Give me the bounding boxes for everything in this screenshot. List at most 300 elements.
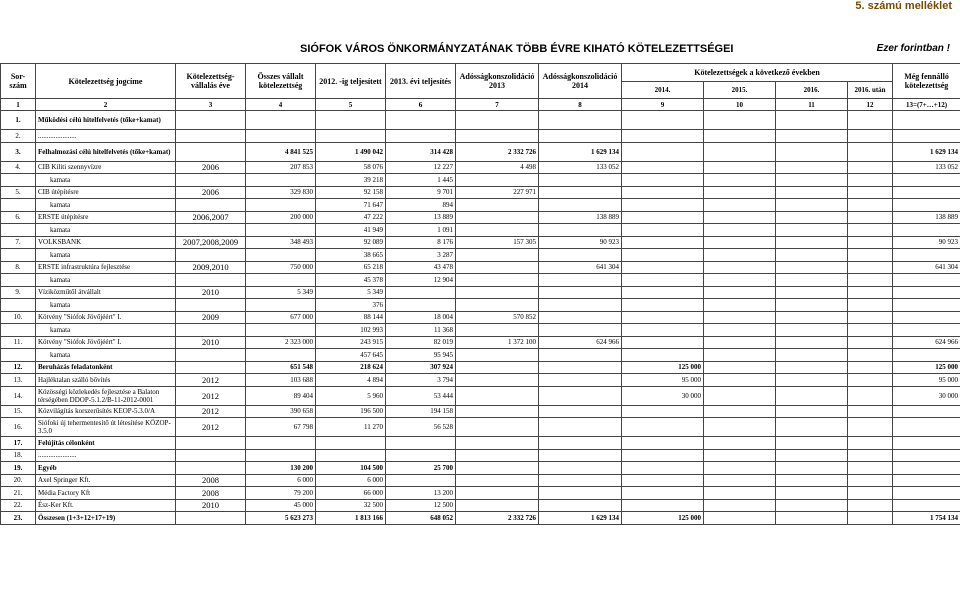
row-after-2016 (848, 418, 893, 437)
row-2013: 82 019 (386, 336, 456, 349)
row-year: 2006,2007 (176, 211, 246, 224)
table-body (1, 111, 960, 525)
row-after-2016 (848, 437, 893, 450)
row-paid: 243 915 (316, 336, 386, 349)
row-name: ERSTE infrastruktúra fejlesztése (36, 261, 176, 274)
row-paid: 32 500 (316, 499, 386, 512)
row-after-2016 (848, 261, 893, 274)
row-total (246, 349, 316, 362)
row-y2016 (776, 386, 848, 405)
row-y2016 (776, 142, 848, 161)
table-row (1, 274, 960, 287)
row-total: 329 830 (246, 186, 316, 199)
row-2013: 1 445 (386, 174, 456, 187)
row-adoss-2013 (456, 374, 539, 387)
row-adoss-2014 (539, 374, 622, 387)
row-2013 (386, 474, 456, 487)
row-adoss-2013 (456, 224, 539, 237)
row-paid: 376 (316, 299, 386, 312)
row-y2016 (776, 299, 848, 312)
row-total (246, 111, 316, 130)
row-2013 (386, 286, 456, 299)
row-after-2016 (848, 286, 893, 299)
row-y2014 (622, 311, 704, 324)
column-number-cell: 9 (622, 99, 704, 111)
row-adoss-2014 (539, 499, 622, 512)
row-year: 2008 (176, 487, 246, 500)
row-name: Kötvény "Siófok Jövőjéért" I. (36, 311, 176, 324)
row-remaining: 30 000 (893, 386, 960, 405)
row-paid: 1 490 042 (316, 142, 386, 161)
row-adoss-2014 (539, 418, 622, 437)
column-number-cell: 10 (704, 99, 776, 111)
row-total (246, 299, 316, 312)
row-total: 67 798 (246, 418, 316, 437)
row-number: 7. (1, 236, 36, 249)
row-number: 21. (1, 487, 36, 500)
row-number: 15. (1, 405, 36, 418)
row-total: 89 404 (246, 386, 316, 405)
row-y2015 (704, 437, 776, 450)
header-2014: 2014. (622, 82, 704, 99)
row-year: 2006 (176, 161, 246, 174)
row-name: ...................... (36, 130, 176, 143)
row-remaining (893, 311, 960, 324)
row-y2014 (622, 449, 704, 462)
row-after-2016 (848, 111, 893, 130)
row-after-2016 (848, 499, 893, 512)
row-year (176, 174, 246, 187)
row-adoss-2014: 641 304 (539, 261, 622, 274)
row-y2015 (704, 174, 776, 187)
row-number (1, 274, 36, 287)
row-2013: 95 945 (386, 349, 456, 362)
row-total: 103 688 (246, 374, 316, 387)
row-number: 10. (1, 311, 36, 324)
table-row (1, 111, 960, 130)
row-number: 19. (1, 462, 36, 475)
row-total (246, 437, 316, 450)
row-number: 1. (1, 111, 36, 130)
row-name: Kötvény "Siófok Jövőjéért" I. (36, 336, 176, 349)
row-y2015 (704, 386, 776, 405)
row-remaining: 624 966 (893, 336, 960, 349)
row-paid: 6 000 (316, 474, 386, 487)
row-adoss-2014 (539, 349, 622, 362)
row-adoss-2014 (539, 449, 622, 462)
row-year (176, 142, 246, 161)
row-year (176, 449, 246, 462)
row-y2016 (776, 474, 848, 487)
row-after-2016 (848, 374, 893, 387)
row-number (1, 324, 36, 337)
row-after-2016 (848, 142, 893, 161)
obligations-table (0, 63, 960, 525)
row-name: kamata (36, 199, 176, 212)
row-after-2016 (848, 386, 893, 405)
row-y2014 (622, 211, 704, 224)
row-2013: 12 227 (386, 161, 456, 174)
row-2013: 194 158 (386, 405, 456, 418)
row-y2016 (776, 405, 848, 418)
row-y2014 (622, 418, 704, 437)
row-2013: 3 287 (386, 249, 456, 262)
row-remaining (893, 405, 960, 418)
row-y2014 (622, 274, 704, 287)
table-row (1, 418, 960, 437)
row-total: 4 841 525 (246, 142, 316, 161)
row-remaining: 90 923 (893, 236, 960, 249)
row-y2016 (776, 311, 848, 324)
table-row (1, 224, 960, 237)
row-y2015 (704, 211, 776, 224)
row-after-2016 (848, 274, 893, 287)
row-total (246, 224, 316, 237)
column-number-cell: 3 (176, 99, 246, 111)
row-number: 17. (1, 437, 36, 450)
row-adoss-2014 (539, 405, 622, 418)
row-name: Egyéb (36, 462, 176, 475)
row-year (176, 361, 246, 374)
row-total (246, 174, 316, 187)
row-adoss-2013 (456, 199, 539, 212)
row-year (176, 349, 246, 362)
annex-label: 5. számú melléklet (855, 0, 952, 12)
header-meg: Még fennálló kötelezettség (893, 64, 960, 99)
header-adoss2013: Adósságkonszolidáció 2013 (456, 64, 539, 99)
row-adoss-2014 (539, 361, 622, 374)
row-paid: 218 624 (316, 361, 386, 374)
table-row (1, 299, 960, 312)
row-name: Beruházás feladatonként (36, 361, 176, 374)
row-remaining: 641 304 (893, 261, 960, 274)
row-y2014 (622, 249, 704, 262)
row-adoss-2013: 4 498 (456, 161, 539, 174)
row-remaining (893, 286, 960, 299)
table-row (1, 512, 960, 525)
column-number-cell: 12 (848, 99, 893, 111)
row-2013 (386, 437, 456, 450)
row-y2015 (704, 161, 776, 174)
row-after-2016 (848, 487, 893, 500)
row-after-2016 (848, 130, 893, 143)
row-paid: 457 645 (316, 349, 386, 362)
row-after-2016 (848, 474, 893, 487)
row-y2014 (622, 336, 704, 349)
row-total: 200 000 (246, 211, 316, 224)
row-year (176, 274, 246, 287)
table-row (1, 211, 960, 224)
row-remaining (893, 437, 960, 450)
row-paid: 71 647 (316, 199, 386, 212)
row-remaining (893, 487, 960, 500)
row-2013 (386, 130, 456, 143)
row-adoss-2014 (539, 386, 622, 405)
column-number-cell: 2 (36, 99, 176, 111)
row-name: kamata (36, 349, 176, 362)
row-y2015 (704, 336, 776, 349)
row-total (246, 449, 316, 462)
row-y2014: 125 000 (622, 512, 704, 525)
row-year (176, 111, 246, 130)
row-remaining (893, 474, 960, 487)
row-y2016 (776, 462, 848, 475)
header-adoss2014: Adósságkonszolidáció 2014 (539, 64, 622, 99)
table-row (1, 286, 960, 299)
row-y2015 (704, 512, 776, 525)
row-y2015 (704, 130, 776, 143)
row-total: 750 000 (246, 261, 316, 274)
row-name: Média Factory Kft (36, 487, 176, 500)
row-total: 45 000 (246, 499, 316, 512)
row-remaining: 1 629 134 (893, 142, 960, 161)
row-total: 651 548 (246, 361, 316, 374)
row-2013 (386, 111, 456, 130)
row-y2016 (776, 161, 848, 174)
row-adoss-2013 (456, 386, 539, 405)
row-name: ...................... (36, 449, 176, 462)
row-adoss-2013 (456, 261, 539, 274)
row-year: 2012 (176, 405, 246, 418)
row-number (1, 224, 36, 237)
row-remaining (893, 499, 960, 512)
row-adoss-2014 (539, 186, 622, 199)
table-row (1, 324, 960, 337)
row-adoss-2013 (456, 361, 539, 374)
row-y2014: 125 000 (622, 361, 704, 374)
row-year (176, 224, 246, 237)
row-remaining (893, 449, 960, 462)
row-paid: 66 000 (316, 487, 386, 500)
row-y2014 (622, 142, 704, 161)
table-row (1, 261, 960, 274)
row-after-2016 (848, 336, 893, 349)
row-y2016 (776, 499, 848, 512)
row-number: 16. (1, 418, 36, 437)
column-number-cell: 1 (1, 99, 36, 111)
column-number-cell: 4 (246, 99, 316, 111)
row-adoss-2013: 2 332 726 (456, 142, 539, 161)
row-remaining (893, 249, 960, 262)
row-y2016 (776, 199, 848, 212)
row-paid: 11 270 (316, 418, 386, 437)
row-adoss-2014 (539, 462, 622, 475)
row-year: 2010 (176, 286, 246, 299)
row-y2014 (622, 224, 704, 237)
row-remaining (893, 349, 960, 362)
row-total: 390 658 (246, 405, 316, 418)
row-adoss-2013: 2 332 726 (456, 512, 539, 525)
column-number-cell: 6 (386, 99, 456, 111)
row-name: kamata (36, 174, 176, 187)
row-paid: 5 960 (316, 386, 386, 405)
header-2016-utan: 2016. után (848, 82, 893, 99)
row-remaining (893, 174, 960, 187)
row-adoss-2014 (539, 249, 622, 262)
row-y2014 (622, 499, 704, 512)
row-remaining (893, 186, 960, 199)
row-y2014: 30 000 (622, 386, 704, 405)
row-after-2016 (848, 224, 893, 237)
row-name: VOLKSBANK (36, 236, 176, 249)
row-number: 22. (1, 499, 36, 512)
row-total: 348 493 (246, 236, 316, 249)
row-after-2016 (848, 249, 893, 262)
row-y2014 (622, 161, 704, 174)
header-jogcim: Kötelezettség jogcíme (36, 64, 176, 99)
row-adoss-2013 (456, 286, 539, 299)
table-row (1, 130, 960, 143)
row-name: CIB útépítésre (36, 186, 176, 199)
row-paid (316, 130, 386, 143)
row-2013: 314 428 (386, 142, 456, 161)
row-y2016 (776, 261, 848, 274)
row-name: Felújítás célonként (36, 437, 176, 450)
table-row (1, 349, 960, 362)
row-paid (316, 449, 386, 462)
row-remaining (893, 462, 960, 475)
header-ev2013: 2013. évi teljesítés (386, 64, 456, 99)
column-number-cell: 8 (539, 99, 622, 111)
row-name: kamata (36, 249, 176, 262)
table-row (1, 174, 960, 187)
row-y2015 (704, 474, 776, 487)
row-number: 11. (1, 336, 36, 349)
row-adoss-2013 (456, 111, 539, 130)
row-adoss-2013 (456, 299, 539, 312)
row-paid: 196 500 (316, 405, 386, 418)
row-2013: 53 444 (386, 386, 456, 405)
row-name: ERSTE útépítésre (36, 211, 176, 224)
row-2013 (386, 299, 456, 312)
row-y2016 (776, 336, 848, 349)
row-y2016 (776, 274, 848, 287)
row-number (1, 249, 36, 262)
row-paid: 45 378 (316, 274, 386, 287)
row-adoss-2013 (456, 349, 539, 362)
row-y2015 (704, 361, 776, 374)
row-after-2016 (848, 311, 893, 324)
row-y2016 (776, 211, 848, 224)
row-2013: 43 478 (386, 261, 456, 274)
row-y2014 (622, 474, 704, 487)
row-remaining (893, 224, 960, 237)
row-2013: 1 091 (386, 224, 456, 237)
row-2013: 56 528 (386, 418, 456, 437)
unit-label: Ezer forintban ! (876, 43, 950, 54)
row-remaining (893, 199, 960, 212)
table-row (1, 474, 960, 487)
row-year (176, 249, 246, 262)
page-title: SIÓFOK VÁROS ÖNKORMÁNYZATÁNAK TÖBB ÉVRE KIHATÓ KÖTELEZETTSÉGEI (300, 43, 734, 55)
row-2013: 648 052 (386, 512, 456, 525)
row-2013: 13 200 (386, 487, 456, 500)
row-y2015 (704, 374, 776, 387)
row-year: 2006 (176, 186, 246, 199)
row-paid: 58 076 (316, 161, 386, 174)
row-adoss-2014: 624 966 (539, 336, 622, 349)
row-y2016 (776, 449, 848, 462)
row-y2016 (776, 437, 848, 450)
table-row (1, 405, 960, 418)
row-adoss-2013 (456, 437, 539, 450)
row-name: Működési célú hitelfelvetés (tőke+kamat) (36, 111, 176, 130)
row-total: 6 000 (246, 474, 316, 487)
row-name: kamata (36, 224, 176, 237)
row-year: 2007,2008,2009 (176, 236, 246, 249)
table-row (1, 437, 960, 450)
row-remaining: 95 000 (893, 374, 960, 387)
row-paid: 39 218 (316, 174, 386, 187)
row-y2015 (704, 462, 776, 475)
row-remaining (893, 274, 960, 287)
row-name: Közösségi közlekedés fejlesztése a Balaton térségében DDOP-5.1.2/B-11-2012-0001 (36, 386, 176, 405)
row-2013: 307 924 (386, 361, 456, 374)
row-after-2016 (848, 161, 893, 174)
row-year (176, 437, 246, 450)
row-name: kamata (36, 274, 176, 287)
row-adoss-2013 (456, 130, 539, 143)
row-adoss-2013 (456, 324, 539, 337)
row-adoss-2013: 227 971 (456, 186, 539, 199)
row-remaining (893, 418, 960, 437)
row-name: Összesen (1+3+12+17+19) (36, 512, 176, 525)
row-name: kamata (36, 324, 176, 337)
row-adoss-2013 (456, 462, 539, 475)
row-y2015 (704, 186, 776, 199)
row-after-2016 (848, 186, 893, 199)
row-2013: 12 904 (386, 274, 456, 287)
table-row (1, 361, 960, 374)
row-y2015 (704, 487, 776, 500)
row-y2015 (704, 249, 776, 262)
row-number: 8. (1, 261, 36, 274)
row-remaining: 133 052 (893, 161, 960, 174)
row-number: 14. (1, 386, 36, 405)
row-total: 5 623 273 (246, 512, 316, 525)
row-y2015 (704, 111, 776, 130)
row-total: 5 349 (246, 286, 316, 299)
row-after-2016 (848, 174, 893, 187)
row-y2016 (776, 286, 848, 299)
row-total: 130 200 (246, 462, 316, 475)
row-adoss-2014 (539, 224, 622, 237)
row-adoss-2014 (539, 274, 622, 287)
table-row (1, 249, 960, 262)
row-y2016 (776, 349, 848, 362)
row-adoss-2014 (539, 286, 622, 299)
header-vallalas: Kötelezettség- vállalás éve (176, 64, 246, 99)
row-y2014 (622, 299, 704, 312)
row-after-2016 (848, 361, 893, 374)
row-y2015 (704, 324, 776, 337)
row-year (176, 299, 246, 312)
row-remaining: 125 000 (893, 361, 960, 374)
row-number (1, 349, 36, 362)
header-2015: 2015. (704, 82, 776, 99)
table-row (1, 186, 960, 199)
row-y2016 (776, 224, 848, 237)
row-after-2016 (848, 405, 893, 418)
row-2013: 13 889 (386, 211, 456, 224)
row-2013: 25 700 (386, 462, 456, 475)
row-year: 2012 (176, 418, 246, 437)
row-year (176, 512, 246, 525)
row-y2016 (776, 236, 848, 249)
row-y2014 (622, 286, 704, 299)
row-adoss-2013 (456, 405, 539, 418)
row-number: 23. (1, 512, 36, 525)
